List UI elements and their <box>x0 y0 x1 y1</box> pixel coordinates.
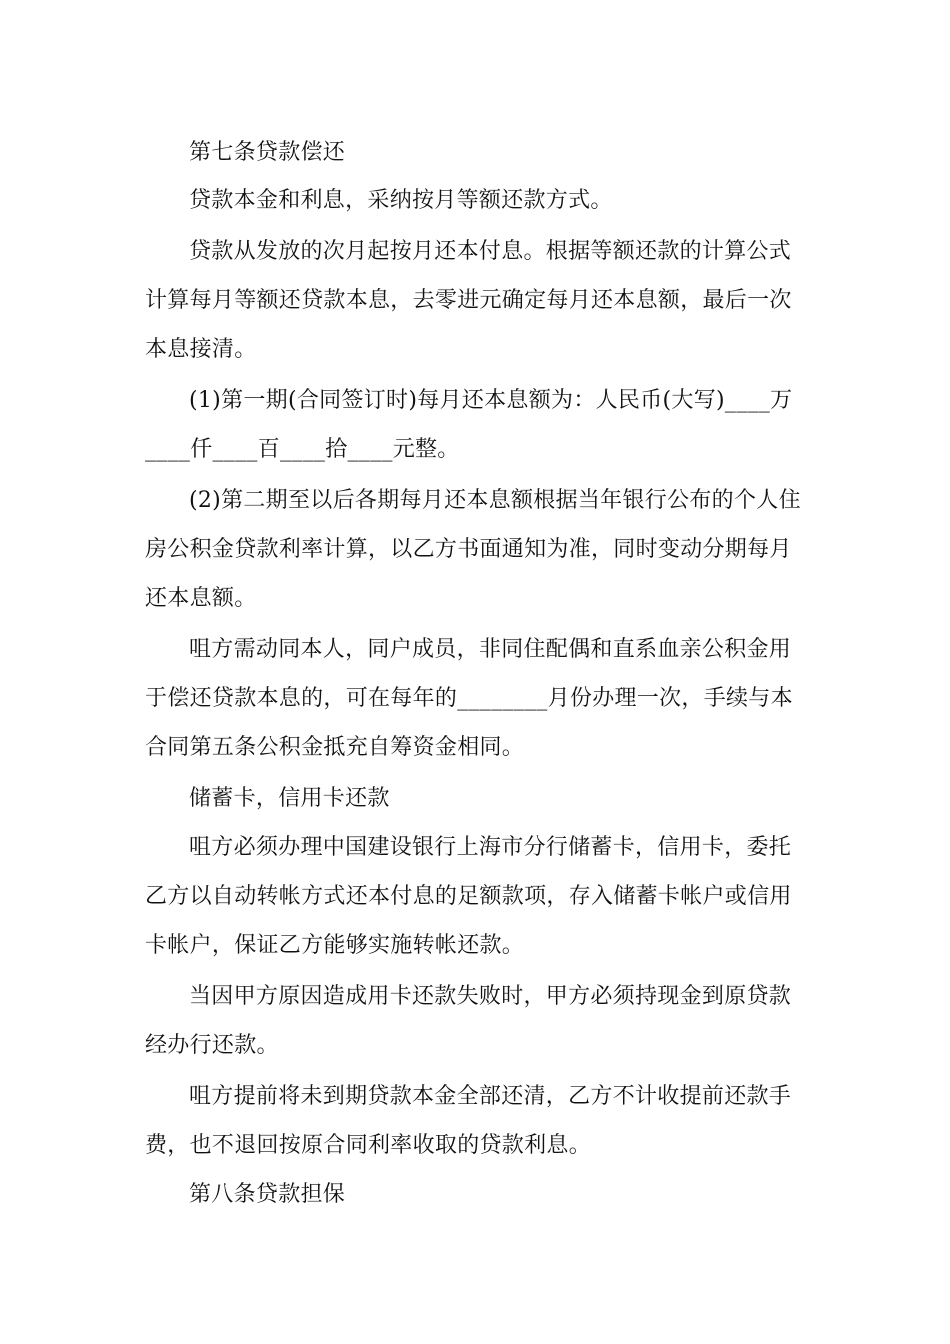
article-8-heading: 第八条贷款担保 <box>189 1182 346 1207</box>
paragraph-line: ____仟____百____拾____元整。 <box>145 437 460 462</box>
paragraph-line: 房公积金贷款利率计算，以乙方书面通知为准，同时变动分期每月 <box>145 537 792 562</box>
paragraph-line: 本息接清。 <box>145 337 257 362</box>
paragraph-line: 还本息额。 <box>145 586 257 611</box>
paragraph-line: 经办行还款。 <box>145 1033 279 1058</box>
paragraph-line: (1)第一期(合同签订时)每月还本息额为：人民币(大写)____万 <box>189 388 793 413</box>
paragraph-line: 当因甲方原因造成用卡还款失败时，甲方必须持现金到原贷款 <box>189 984 792 1009</box>
paragraph-line: 乙方以自动转帐方式还本付息的足额款项，存入储蓄卡帐户或信用 <box>145 884 792 909</box>
paragraph-line: 计算每月等额还贷款本息，去零进元确定每月还本息额，最后一次 <box>145 288 792 313</box>
paragraph-line: 卡帐户，保证乙方能够实施转帐还款。 <box>145 933 525 958</box>
paragraph-line: 费，也不退回按原合同利率收取的贷款利息。 <box>145 1133 592 1158</box>
paragraph-line: 合同第五条公积金抵充自筹资金相同。 <box>145 735 525 760</box>
paragraph-line: 咀方需动同本人，同户成员，非同住配偶和直系血亲公积金用 <box>189 637 792 662</box>
section-heading: 储蓄卡，信用卡还款 <box>189 786 390 811</box>
paragraph-line: 于偿还贷款本息的，可在每年的________月份办理一次，手续与本 <box>145 686 793 711</box>
paragraph-line: 咀方提前将未到期贷款本金全部还清，乙方不计收提前还款手 <box>189 1084 792 1109</box>
paragraph-line: 贷款从发放的次月起按月还本付息。根据等额还款的计算公式 <box>189 239 792 264</box>
paragraph-line: (2)第二期至以后各期每月还本息额根据当年银行公布的个人住 <box>189 488 801 513</box>
paragraph-line: 贷款本金和利息，采纳按月等额还款方式。 <box>189 188 613 213</box>
article-7-heading: 第七条贷款偿还 <box>189 140 346 165</box>
paragraph-line: 咀方必须办理中国建设银行上海市分行储蓄卡，信用卡，委托 <box>189 835 792 860</box>
